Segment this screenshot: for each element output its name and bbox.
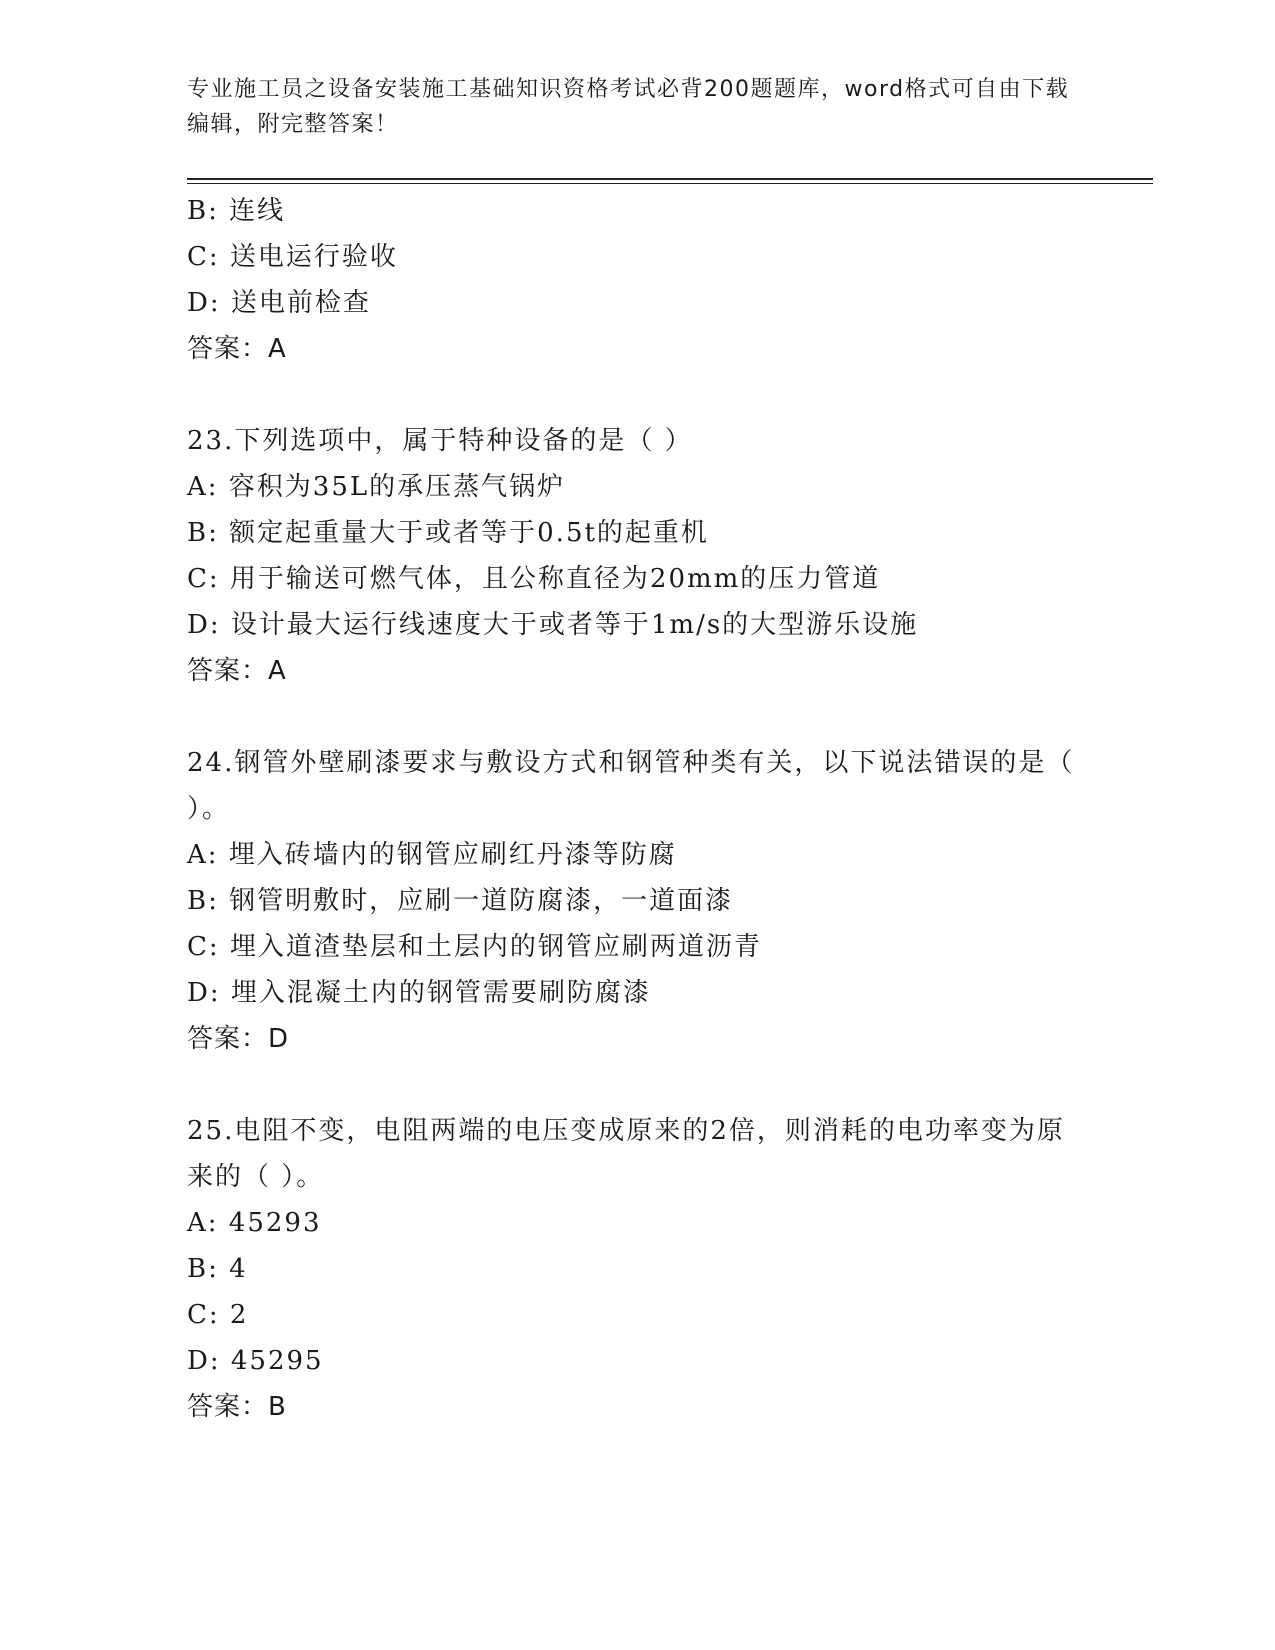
spacer (187, 694, 1087, 740)
header-rule-thick (187, 178, 1153, 180)
option-b: B: 4 (187, 1254, 248, 1284)
spacer (187, 372, 1087, 418)
question-23 (187, 418, 1087, 694)
option-d: D: 埋入混凝土内的钢管需要刷防腐漆 (187, 978, 651, 1008)
option-d: D: 送电前检查 (187, 288, 371, 318)
answer: 答案：D (187, 1024, 290, 1054)
option-d: D: 设计最大运行线速度大于或者等于1m/s的大型游乐设施 (187, 610, 919, 640)
option-c: C: 送电运行验收 (187, 242, 398, 272)
option-c: C: 用于输送可燃气体，且公称直径为20mm的压力管道 (187, 564, 881, 594)
option-a: A: 埋入砖墙内的钢管应刷红丹漆等防腐 (187, 840, 677, 870)
option-c: C: 2 (187, 1300, 249, 1330)
question-24 (187, 740, 1087, 1062)
question-stem: 23.下列选项中，属于特种设备的是（ ） (187, 426, 693, 456)
answer: 答案：A (187, 656, 287, 686)
option-b: B: 钢管明敷时，应刷一道防腐漆，一道面漆 (187, 886, 734, 916)
question-stem: 25.电阻不变，电阻两端的电压变成原来的2倍，则消耗的电功率变为原来的（ ）。 (187, 1116, 1065, 1192)
option-b: B: 额定起重量大于或者等于0.5t的起重机 (187, 518, 709, 548)
option-d: D: 45295 (187, 1346, 324, 1376)
question-stem: 24.钢管外壁刷漆要求与敷设方式和钢管种类有关，以下说法错误的是（ ）。 (187, 748, 1075, 824)
option-b: B: 连线 (187, 196, 286, 226)
header-rule-thin (187, 183, 1153, 184)
answer: 答案：B (187, 1392, 287, 1422)
option-a: A: 容积为35L的承压蒸气锅炉 (187, 472, 566, 502)
answer: 答案：A (187, 334, 287, 364)
question-content (187, 188, 1087, 1430)
question-22-tail (187, 188, 1087, 372)
spacer (187, 1062, 1087, 1108)
option-a: A: 45293 (187, 1208, 322, 1238)
option-c: C: 埋入道渣垫层和土层内的钢管应刷两道沥青 (187, 932, 762, 962)
document-header (187, 72, 1087, 142)
question-25 (187, 1108, 1087, 1430)
header-text: 专业施工员之设备安装施工基础知识资格考试必背200题题库，word格式可自由下载编辑，附完整答案！ (187, 77, 1070, 137)
